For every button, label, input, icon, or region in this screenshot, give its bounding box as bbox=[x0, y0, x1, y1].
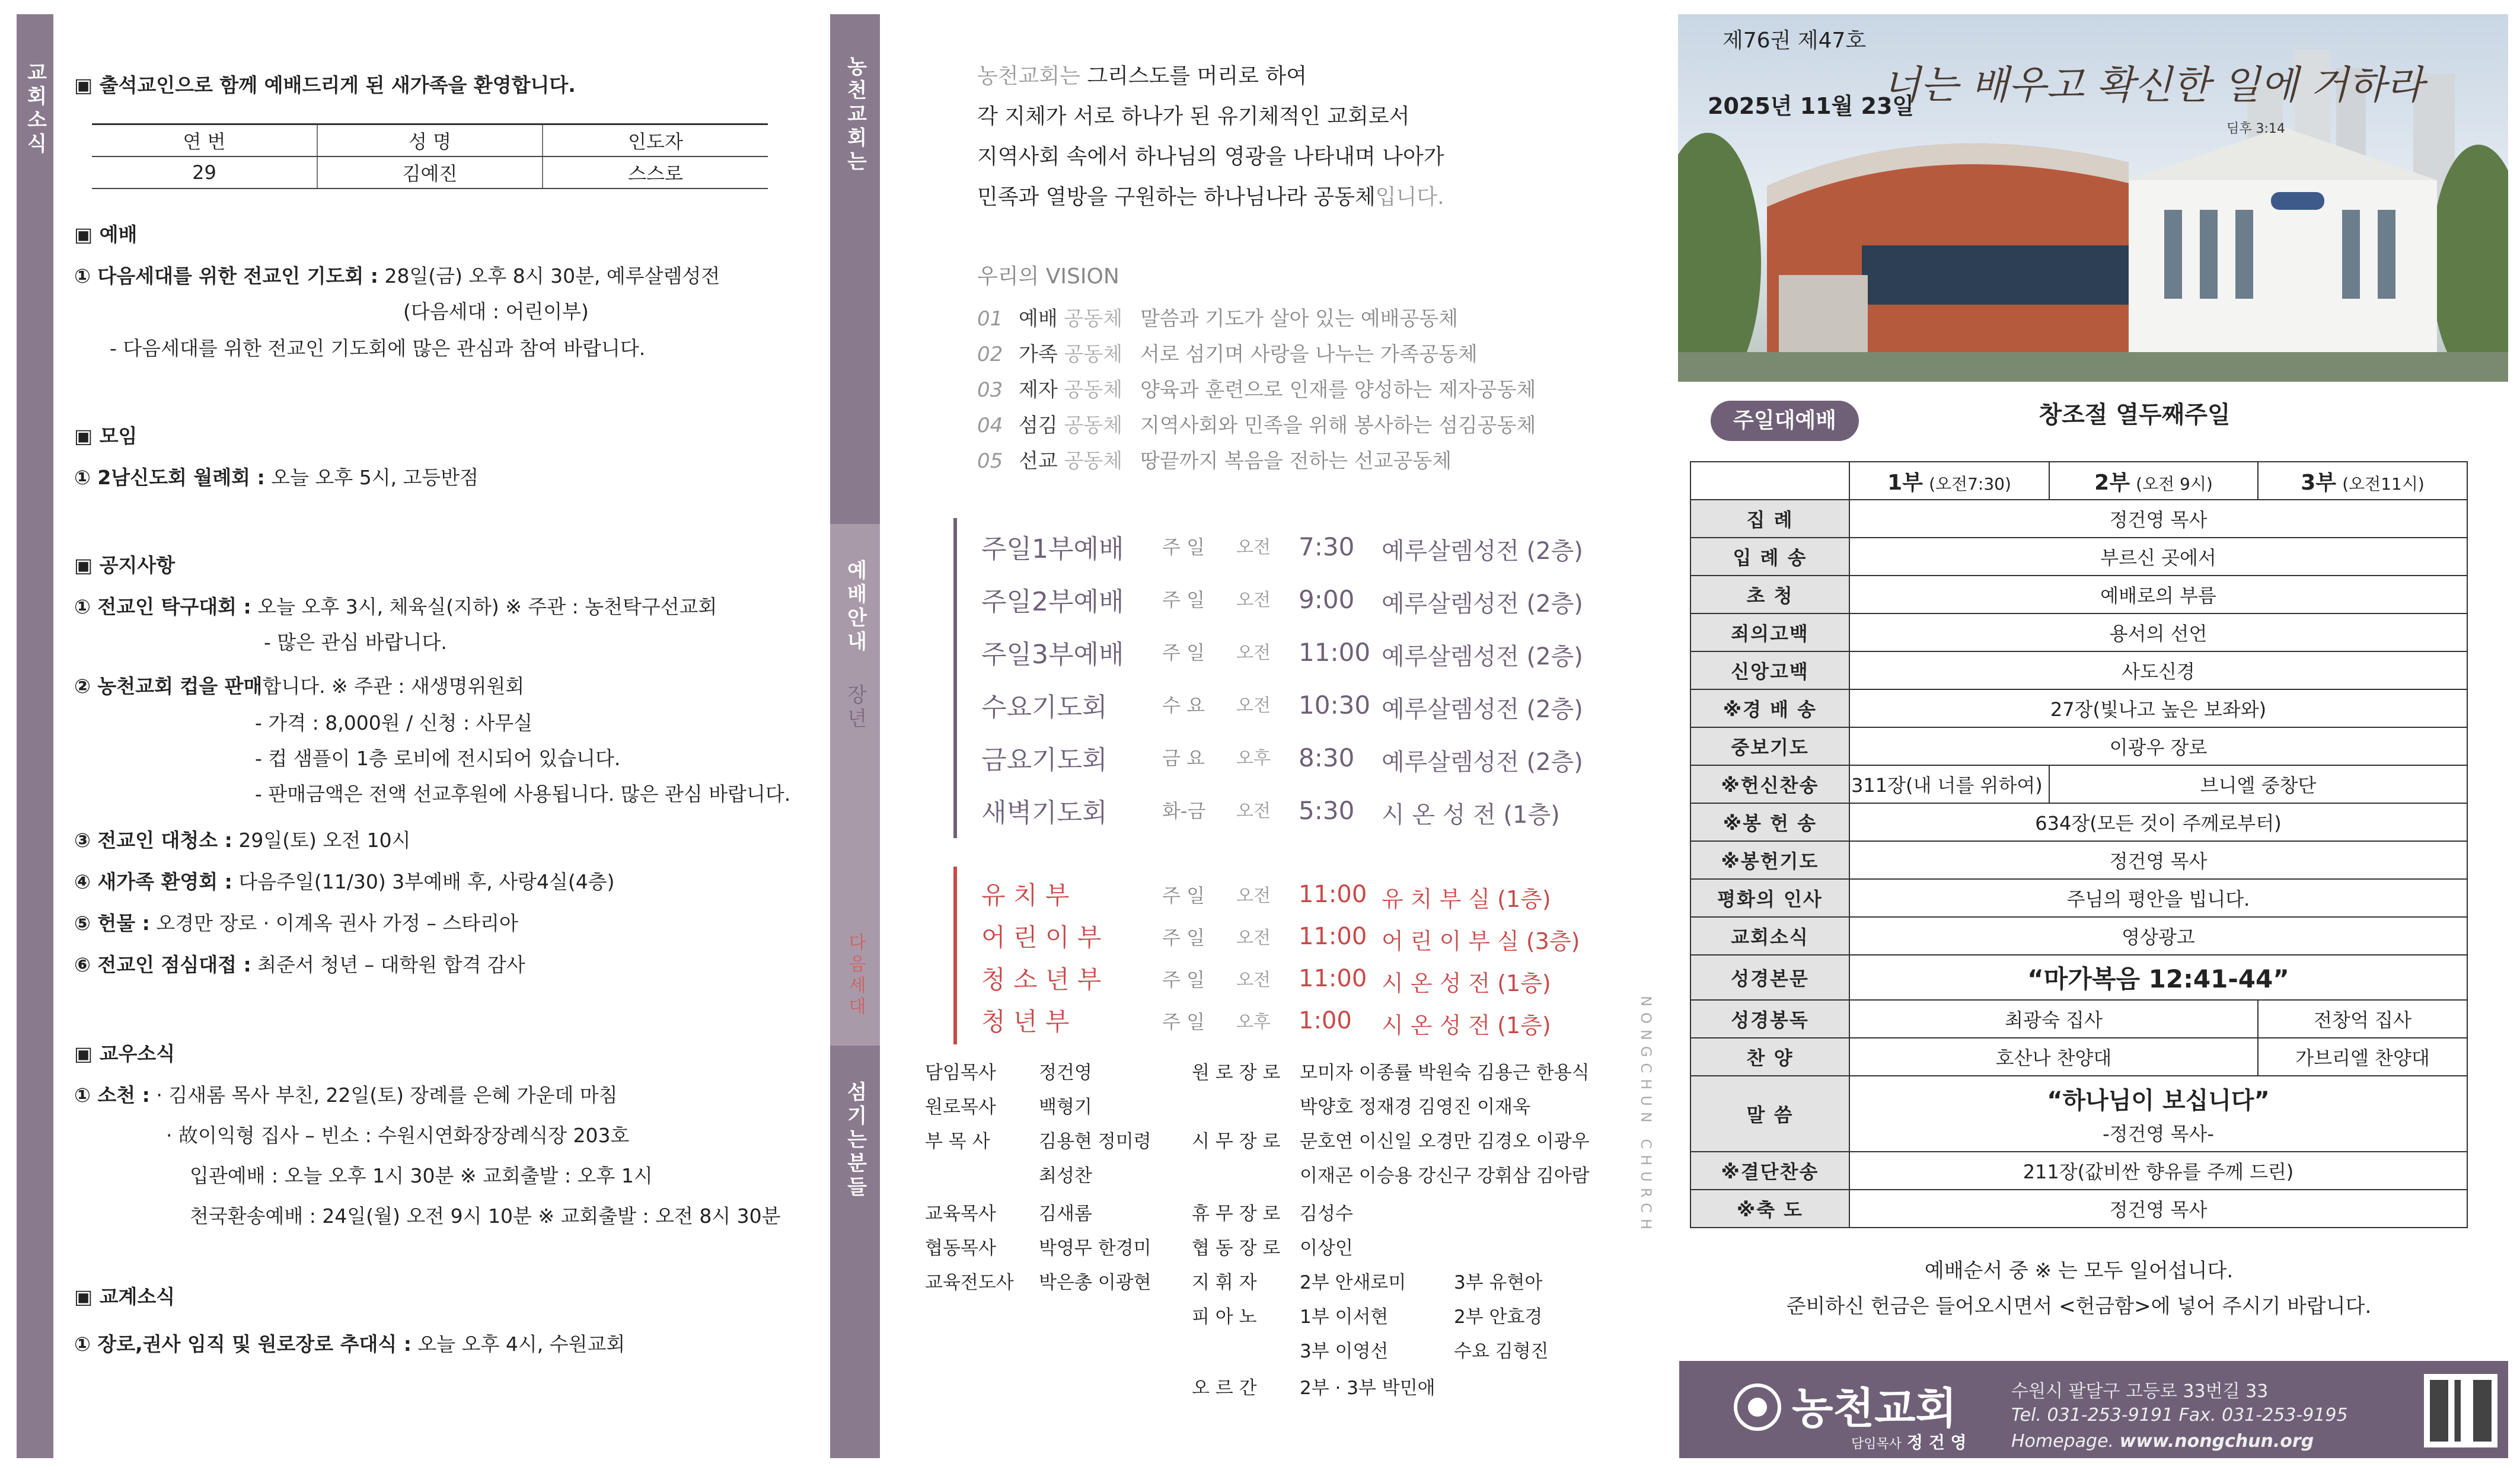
order-value: 이광우 장로 bbox=[1849, 727, 2467, 765]
schedule-place: 예루살렘성전 (2층) bbox=[1382, 590, 1583, 618]
order-value: 정건영 목사 bbox=[1849, 841, 2467, 879]
item-text: 28일(금) 오후 8시 30분, 예루살렘성전 bbox=[378, 264, 720, 287]
notice-item-2-sub: - 가격 : 8,000원 / 신청 : 사무실 bbox=[255, 711, 533, 734]
schedule-ampm: 오전 bbox=[1236, 537, 1271, 558]
church-footer bbox=[1679, 1361, 2508, 1458]
item-text: 오늘 오후 5시, 고등반점 bbox=[264, 466, 479, 489]
staff-assoc-label: 부 목 사 bbox=[925, 1131, 990, 1152]
staff-elder-coop: 이상인 bbox=[1300, 1238, 1353, 1259]
order-value: 27장(빛나고 높은 보좌와) bbox=[1849, 689, 2467, 727]
side-tab-servants bbox=[830, 1046, 880, 1458]
church-address: 수원시 팔달구 고등로 33번길 33 bbox=[2011, 1381, 2269, 1402]
side-tab-label-adult: 장년 bbox=[843, 684, 867, 731]
side-tab-label: 예배안내 bbox=[843, 560, 867, 654]
vision-item bbox=[977, 338, 1478, 367]
qr-code-icon[interactable] bbox=[2424, 1374, 2497, 1447]
vision-suffix: 공동체 bbox=[1057, 343, 1123, 366]
order-value: 사도신경 bbox=[1849, 651, 2467, 689]
item-text: 오경만 장로 · 이계옥 권사 가정 – 스타리아 bbox=[149, 912, 518, 935]
schedule-day: 주 일 bbox=[1162, 641, 1205, 664]
staff-elder-coop-label: 협 동 장 로 bbox=[1192, 1238, 1281, 1259]
schedule-ampm: 오전 bbox=[1236, 695, 1271, 716]
vision-item bbox=[977, 445, 1452, 474]
members-item-1 bbox=[74, 1080, 618, 1108]
order-row bbox=[1690, 955, 2467, 1000]
vision-suffix: 공동체 bbox=[1057, 414, 1123, 437]
service-title: 창조절 열두째주일 bbox=[2039, 401, 2231, 429]
order-row bbox=[1690, 917, 2467, 955]
schedule-ampm: 오전 bbox=[1236, 928, 1271, 948]
schedule-name: 새벽기도회 bbox=[981, 798, 1108, 828]
vertical-english-name: NONGCHUN CHURCH bbox=[1638, 996, 1654, 1236]
schedule-ampm: 오전 bbox=[1236, 590, 1271, 611]
service-badge: 주일대예배 bbox=[1711, 401, 1859, 441]
schedule-day: 주 일 bbox=[1162, 536, 1205, 558]
order-label: 성경봉독 bbox=[1690, 1000, 1849, 1038]
schedule-name: 청 년 부 bbox=[981, 1007, 1070, 1036]
order-value bbox=[1849, 1076, 2467, 1152]
staff-emeritus: 백형기 bbox=[1039, 1097, 1092, 1118]
side-tab-label: 섬기는분들 bbox=[843, 1081, 867, 1200]
order-row bbox=[1690, 1038, 2467, 1076]
notice-section-title: ▣ 공지사항 bbox=[74, 554, 176, 577]
order-column-1 bbox=[1849, 462, 2049, 500]
worship-item-1-note: - 다음세대를 위한 전교인 기도회에 많은 관심과 참여 바랍니다. bbox=[110, 337, 646, 360]
staff-organ-label: 오 르 간 bbox=[1192, 1378, 1257, 1399]
vision-suffix: 공동체 bbox=[1057, 307, 1123, 331]
about-church-name: 농천교회는 bbox=[977, 64, 1087, 88]
about-text: 민족과 열방을 구원하는 하나님나라 공동체 bbox=[977, 185, 1376, 209]
schedule-ampm: 오전 bbox=[1236, 643, 1271, 663]
order-value: 211장(값비싼 향유를 주께 드린) bbox=[1849, 1152, 2467, 1190]
schedule-place: 어 린 이 부 실 (3층) bbox=[1382, 928, 1580, 954]
staff-elder-em-label: 원 로 장 로 bbox=[1192, 1062, 1281, 1084]
church-name: 농천교회 bbox=[1792, 1383, 1957, 1433]
item-text: 29일(토) 오전 10시 bbox=[232, 829, 411, 852]
vision-suffix: 공동체 bbox=[1057, 449, 1123, 473]
church-phone: Tel. 031-253-9191 Fax. 031-253-9195 bbox=[2011, 1405, 2348, 1426]
staff-eduev-label: 교육전도사 bbox=[925, 1272, 1014, 1293]
table-cell: 29 bbox=[92, 156, 317, 188]
order-value: 정건영 목사 bbox=[1849, 1190, 2467, 1228]
homepage-label: Homepage. bbox=[2011, 1431, 2114, 1452]
pastor-label: 담임목사 bbox=[1851, 1437, 1902, 1452]
schedule-row bbox=[0, 960, 1613, 996]
order-row bbox=[1690, 538, 2467, 576]
schedule-day: 화-금 bbox=[1162, 800, 1206, 822]
staff-piano-label: 피 아 노 bbox=[1192, 1306, 1257, 1328]
schedule-name: 주일2부예배 bbox=[981, 587, 1124, 617]
schedule-row bbox=[0, 791, 1613, 827]
schedule-time: 10:30 bbox=[1299, 691, 1371, 720]
schedule-name: 청 소 년 부 bbox=[981, 965, 1102, 994]
staff-eduev: 박은총 이광현 bbox=[1039, 1272, 1151, 1293]
order-label: 말 씀 bbox=[1690, 1076, 1849, 1152]
meeting-item-1 bbox=[74, 462, 479, 490]
schedule-time: 8:30 bbox=[1299, 743, 1355, 772]
item-label: ① 다음세대를 위한 전교인 기도회 : bbox=[74, 264, 378, 287]
column-main: 3부 bbox=[2301, 470, 2337, 495]
schedule-time: 11:00 bbox=[1299, 965, 1367, 992]
order-value: 634장(모든 것이 주께로부터) bbox=[1849, 803, 2467, 841]
order-label: 초 청 bbox=[1690, 576, 1849, 613]
order-label: 성경본문 bbox=[1690, 955, 1849, 1000]
vision-number: 02 bbox=[977, 343, 1003, 366]
schedule-ampm: 오후 bbox=[1236, 1012, 1271, 1033]
order-value: 영상광고 bbox=[1849, 917, 2467, 955]
vision-key: 선교 bbox=[1019, 449, 1058, 473]
vision-key: 섬김 bbox=[1019, 414, 1058, 437]
worship-section-title: ▣ 예배 bbox=[74, 223, 138, 246]
staff-elder-act-label: 시 무 장 로 bbox=[1192, 1131, 1281, 1152]
schedule-place: 예루살렘성전 (2층) bbox=[1382, 643, 1583, 670]
staff-coop-label: 협동목사 bbox=[925, 1238, 996, 1259]
schedule-time: 7:30 bbox=[1299, 532, 1355, 561]
staff-conductor: 2부 안새로미 bbox=[1300, 1272, 1406, 1293]
schedule-time: 11:00 bbox=[1299, 923, 1367, 950]
item-text: 오늘 오후 4시, 수원교회 bbox=[411, 1332, 626, 1356]
schedule-ampm: 오전 bbox=[1236, 801, 1271, 822]
volume-number: 제76권 제47호 bbox=[1722, 28, 1867, 53]
staff-coop: 박영무 한경미 bbox=[1039, 1238, 1151, 1259]
about-line-2: 각 지체가 서로 하나가 된 유기체적인 교회로서 bbox=[977, 104, 1410, 129]
side-tab-label: 교회소식 bbox=[23, 62, 47, 156]
schedule-place: 시 온 성 전 (1층) bbox=[1382, 801, 1560, 829]
schedule-ampm: 오후 bbox=[1236, 748, 1271, 769]
order-column-3 bbox=[2258, 462, 2467, 500]
order-row bbox=[1690, 841, 2467, 879]
notice-item-1-sub: - 많은 관심 바랍니다. bbox=[264, 631, 447, 654]
vision-description: 양육과 훈련으로 인재를 양성하는 제자공동체 bbox=[1140, 378, 1536, 402]
item-label: ⑤ 헌물 : bbox=[74, 912, 150, 935]
vision-number: 04 bbox=[977, 414, 1003, 437]
table-header: 성 명 bbox=[317, 124, 543, 156]
side-tab-label-next: 다음세대 bbox=[845, 933, 866, 1018]
vision-description: 말씀과 기도가 살아 있는 예배공동체 bbox=[1140, 307, 1458, 331]
schedule-row bbox=[0, 686, 1613, 721]
order-row bbox=[1690, 500, 2467, 538]
vision-item bbox=[977, 373, 1536, 402]
order-of-service bbox=[1690, 461, 2468, 1228]
vision-number: 01 bbox=[977, 307, 1003, 331]
table-row bbox=[92, 156, 768, 188]
staff-elder-rest: 김성수 bbox=[1300, 1203, 1353, 1225]
order-label: ※축 도 bbox=[1690, 1190, 1849, 1228]
welcome-title: ▣ 출석교인으로 함께 예배드리게 된 새가족을 환영합니다. bbox=[74, 74, 576, 97]
about-line-4 bbox=[977, 180, 1444, 210]
order-header-blank bbox=[1690, 462, 1849, 500]
order-label: ※봉헌기도 bbox=[1690, 841, 1849, 879]
item-text: 오늘 오후 3시, 체육실(지하) ※ 주관 : 농천탁구선교회 bbox=[251, 595, 717, 618]
order-label: 교회소식 bbox=[1690, 917, 1849, 955]
order-value: 예배로의 부름 bbox=[1849, 576, 2467, 613]
staff-edu-label: 교육목사 bbox=[925, 1203, 996, 1225]
schedule-time: 9:00 bbox=[1299, 585, 1355, 614]
order-label: 평화의 인사 bbox=[1690, 879, 1849, 917]
table-header-row bbox=[92, 124, 768, 156]
order-row bbox=[1690, 1190, 2467, 1228]
item-text: 최준서 청년 – 대학원 합격 감사 bbox=[251, 953, 525, 976]
staff-senior: 정건영 bbox=[1039, 1062, 1092, 1084]
order-label: 신앙고백 bbox=[1690, 651, 1849, 689]
schedule-day: 주 일 bbox=[1162, 589, 1205, 611]
bulletin-date: 2025년 11월 23일 bbox=[1708, 93, 1915, 119]
new-family-table bbox=[92, 123, 768, 189]
notice-item-2-sub: - 컵 샘플이 1층 로비에 전시되어 있습니다. bbox=[255, 747, 621, 770]
staff-organ: 2부 · 3부 박민애 bbox=[1300, 1378, 1436, 1399]
schedule-place: 시 온 성 전 (1층) bbox=[1382, 970, 1551, 996]
order-label: 찬 양 bbox=[1690, 1038, 1849, 1076]
order-row bbox=[1690, 1076, 2467, 1152]
order-value: 최광숙 집사 bbox=[1849, 1000, 2258, 1038]
item-label: ① 장로,권사 임직 및 원로장로 추대식 : bbox=[74, 1332, 412, 1356]
item-label: ① 2남신도회 월례회 : bbox=[74, 466, 265, 489]
schedule-row bbox=[0, 580, 1613, 616]
staff-piano: 3부 이영선 bbox=[1300, 1341, 1389, 1362]
order-value-2: 브니엘 중창단 bbox=[2049, 765, 2467, 803]
order-label: ※헌신찬송 bbox=[1690, 765, 1849, 803]
side-tab-label: 농천교회는 bbox=[843, 56, 867, 174]
footer-pastor bbox=[1851, 1430, 1967, 1453]
item-text: · 김새롬 목사 부친, 22일(토) 장례를 은혜 가운데 마침 bbox=[149, 1084, 618, 1107]
vision-title: 우리의 VISION bbox=[977, 264, 1119, 289]
pastor-name: 정 건 영 bbox=[1906, 1433, 1967, 1452]
schedule-day: 주 일 bbox=[1162, 884, 1205, 907]
staff-elder-act: 문호연 이신일 오경만 김경오 이광우 bbox=[1300, 1131, 1590, 1152]
schedule-time: 11:00 bbox=[1299, 881, 1367, 908]
staff-elder-em: 모미자 이종률 박원숙 김용근 한용식 bbox=[1300, 1062, 1590, 1084]
staff-assoc: 최성찬 bbox=[1039, 1165, 1092, 1187]
staff-conductor-label: 지 휘 자 bbox=[1192, 1272, 1257, 1293]
item-label: ① 소천 : bbox=[74, 1084, 150, 1107]
schedule-day: 수 요 bbox=[1162, 694, 1205, 717]
meeting-section-title: ▣ 모임 bbox=[74, 424, 138, 448]
item-text: 다음주일(11/30) 3부예배 후, 사랑4실(4층) bbox=[232, 870, 615, 893]
about-line-3: 지역사회 속에서 하나님의 영광을 나타내며 나아가 bbox=[977, 145, 1444, 169]
order-label: ※경 배 송 bbox=[1690, 689, 1849, 727]
column-main: 2부 bbox=[2094, 470, 2130, 495]
schedule-name: 수요기도회 bbox=[981, 692, 1108, 723]
table-cell: 스스로 bbox=[543, 156, 768, 188]
order-value: 호산나 찬양대 bbox=[1849, 1038, 2258, 1076]
order-note-offering: 준비하신 헌금은 들어오시면서 <헌금함>에 넣어 주시기 바랍니다. bbox=[1786, 1295, 2372, 1318]
order-row bbox=[1690, 803, 2467, 841]
order-row bbox=[1690, 689, 2467, 727]
column-sub: (오전 9시) bbox=[2136, 474, 2213, 494]
about-line-1 bbox=[977, 59, 1307, 90]
church-homepage[interactable] bbox=[2011, 1431, 2314, 1452]
staff-elder-act: 이재곤 이승용 강신구 강휘삼 김아람 bbox=[1300, 1165, 1590, 1187]
vision-description: 서로 섬기며 사랑을 나누는 가족공동체 bbox=[1140, 343, 1478, 366]
motto: 너는 배우고 확신한 일에 거하라 bbox=[1883, 62, 2424, 108]
schedule-name: 어 린 이 부 bbox=[981, 923, 1102, 952]
order-label: 죄의고백 bbox=[1690, 613, 1849, 651]
worship-item-1 bbox=[74, 261, 720, 289]
sermon-preacher: -정건영 목사- bbox=[2103, 1122, 2214, 1145]
item-text: 합니다. ※ 주관 : 새생명위원회 bbox=[262, 675, 525, 698]
schedule-place: 예루살렘성전 (2층) bbox=[1382, 538, 1583, 565]
staff-senior-label: 담임목사 bbox=[925, 1062, 996, 1084]
order-value: “마가복음 12:41-44” bbox=[1849, 955, 2467, 1000]
order-row bbox=[1690, 613, 2467, 651]
schedule-row bbox=[0, 739, 1613, 774]
order-value: 부르신 곳에서 bbox=[1849, 538, 2467, 576]
schedule-row bbox=[0, 876, 1613, 912]
vision-description: 지역사회와 민족을 위해 봉사하는 섬김공동체 bbox=[1140, 414, 1536, 437]
schedule-day: 주 일 bbox=[1162, 926, 1205, 949]
item-label: ① 전교인 탁구대회 : bbox=[74, 595, 251, 618]
homepage-url: www.nongchun.org bbox=[2119, 1431, 2314, 1452]
staff-assoc: 김용현 정미령 bbox=[1039, 1131, 1151, 1152]
notice-item-2-sub: - 판매금액은 전액 선교후원에 사용됩니다. 많은 관심 바랍니다. bbox=[255, 782, 791, 806]
staff-edu: 김새롬 bbox=[1039, 1203, 1092, 1225]
order-value-2: 가브리엘 찬양대 bbox=[2258, 1038, 2467, 1076]
schedule-row bbox=[0, 1002, 1613, 1038]
table-header: 인도자 bbox=[543, 124, 768, 156]
column-sub: (오전11시) bbox=[2342, 474, 2425, 494]
staff-piano: 2부 안효경 bbox=[1454, 1306, 1543, 1328]
vision-suffix: 공동체 bbox=[1057, 378, 1123, 402]
motto-reference: 딤후 3:14 bbox=[2226, 122, 2285, 136]
schedule-name: 주일1부예배 bbox=[981, 534, 1124, 564]
schedule-time: 5:30 bbox=[1299, 796, 1355, 825]
schedule-place: 시 온 성 전 (1층) bbox=[1382, 1012, 1551, 1038]
vision-item bbox=[977, 409, 1536, 438]
schedule-name: 유 치 부 bbox=[981, 881, 1070, 910]
order-value: 311장(내 너를 위하여) bbox=[1849, 765, 2049, 803]
presbytery-section-title: ▣ 교계소식 bbox=[74, 1285, 176, 1308]
schedule-row bbox=[0, 633, 1613, 669]
schedule-day: 금 요 bbox=[1162, 747, 1205, 769]
item-label: ④ 새가족 환영회 : bbox=[74, 870, 232, 893]
item-label: ② 농천교회 컵을 판매 bbox=[74, 675, 263, 698]
worship-item-1-sub: (다음세대 : 어린이부) bbox=[403, 300, 589, 323]
schedule-time: 1:00 bbox=[1299, 1007, 1352, 1034]
vision-key: 제자 bbox=[1019, 378, 1058, 402]
order-label: 입 례 송 bbox=[1690, 538, 1849, 576]
about-text-end: 입니다. bbox=[1375, 185, 1444, 209]
staff-elder-rest-label: 휴 무 장 로 bbox=[1192, 1203, 1281, 1225]
vision-key: 예배 bbox=[1019, 307, 1058, 331]
members-item-1-sub: · 故이익형 집사 – 빈소 : 수원시연화장장례식장 203호 bbox=[166, 1124, 630, 1147]
order-value: 주님의 평안을 빕니다. bbox=[1849, 879, 2467, 917]
order-label: ※봉 헌 송 bbox=[1690, 803, 1849, 841]
vision-key: 가족 bbox=[1019, 343, 1058, 366]
order-row bbox=[1690, 651, 2467, 689]
notice-item-3 bbox=[74, 825, 410, 853]
church-logo-icon bbox=[1734, 1383, 1781, 1431]
staff-elder-em: 박양호 정재경 김영진 이재욱 bbox=[1300, 1097, 1530, 1118]
presbytery-item-1 bbox=[74, 1329, 625, 1357]
schedule-row bbox=[0, 528, 1613, 563]
vision-item bbox=[977, 302, 1458, 331]
staff-piano: 수요 김형진 bbox=[1454, 1341, 1549, 1362]
order-row bbox=[1690, 727, 2467, 765]
table-cell: 김예진 bbox=[317, 156, 543, 188]
staff-piano: 1부 이서현 bbox=[1300, 1306, 1389, 1328]
schedule-ampm: 오전 bbox=[1236, 970, 1271, 990]
schedule-day: 주 일 bbox=[1162, 1011, 1205, 1033]
schedule-row bbox=[0, 918, 1613, 954]
schedule-day: 주 일 bbox=[1162, 969, 1205, 991]
schedule-place: 예루살렘성전 (2층) bbox=[1382, 696, 1583, 723]
order-value-2: 전창억 집사 bbox=[2258, 1000, 2467, 1038]
schedule-ampm: 오전 bbox=[1236, 886, 1271, 906]
staff-emeritus-label: 원로목사 bbox=[925, 1097, 996, 1118]
staff-conductor: 3부 유현아 bbox=[1454, 1272, 1543, 1293]
table-header: 연 번 bbox=[92, 124, 317, 156]
side-tab-about bbox=[830, 14, 880, 524]
order-row bbox=[1690, 1000, 2467, 1038]
order-note-standing: 예배순서 중 ※ 는 모두 일어섭니다. bbox=[1924, 1259, 2234, 1283]
vision-number: 03 bbox=[977, 378, 1003, 402]
order-row bbox=[1690, 765, 2467, 803]
order-value: 용서의 선언 bbox=[1849, 613, 2467, 651]
side-tab-church-news bbox=[17, 14, 53, 1458]
members-section-title: ▣ 교우소식 bbox=[74, 1042, 176, 1065]
members-item-1-sub: 입관예배 : 오늘 오후 1시 30분 ※ 교회출발 : 오후 1시 bbox=[190, 1164, 653, 1187]
vision-description: 땅끝까지 복음을 전하는 선교공동체 bbox=[1140, 449, 1452, 473]
vision-number: 05 bbox=[977, 449, 1003, 473]
column-sub: (오전7:30) bbox=[1929, 474, 2011, 494]
schedule-place: 유 치 부 실 (1층) bbox=[1382, 886, 1551, 912]
about-text: 그리스도를 머리로 하여 bbox=[1087, 64, 1307, 88]
order-row bbox=[1690, 1152, 2467, 1190]
order-label: 집 례 bbox=[1690, 500, 1849, 538]
schedule-time: 11:00 bbox=[1299, 638, 1371, 667]
order-row bbox=[1690, 879, 2467, 917]
order-table bbox=[1690, 461, 2468, 1228]
item-label: ⑥ 전교인 점심대접 : bbox=[74, 953, 251, 976]
order-header-row bbox=[1690, 462, 2467, 500]
column-main: 1부 bbox=[1887, 470, 1923, 495]
order-row bbox=[1690, 576, 2467, 613]
order-label: 중보기도 bbox=[1690, 727, 1849, 765]
schedule-name: 주일3부예배 bbox=[981, 640, 1124, 670]
sermon-title: “하나님이 보십니다” bbox=[2047, 1086, 2270, 1114]
item-label: ③ 전교인 대청소 : bbox=[74, 829, 232, 852]
order-label: ※결단찬송 bbox=[1690, 1152, 1849, 1190]
schedule-name: 금요기도회 bbox=[981, 745, 1108, 775]
adult-schedule-rule bbox=[953, 518, 957, 838]
order-column-2 bbox=[2049, 462, 2258, 500]
order-value: 정건영 목사 bbox=[1849, 500, 2467, 538]
schedule-place: 예루살렘성전 (2층) bbox=[1382, 749, 1583, 776]
members-item-1-sub: 천국환송예배 : 24일(월) 오전 9시 10분 ※ 교회출발 : 오전 8시 30분 bbox=[190, 1204, 781, 1228]
